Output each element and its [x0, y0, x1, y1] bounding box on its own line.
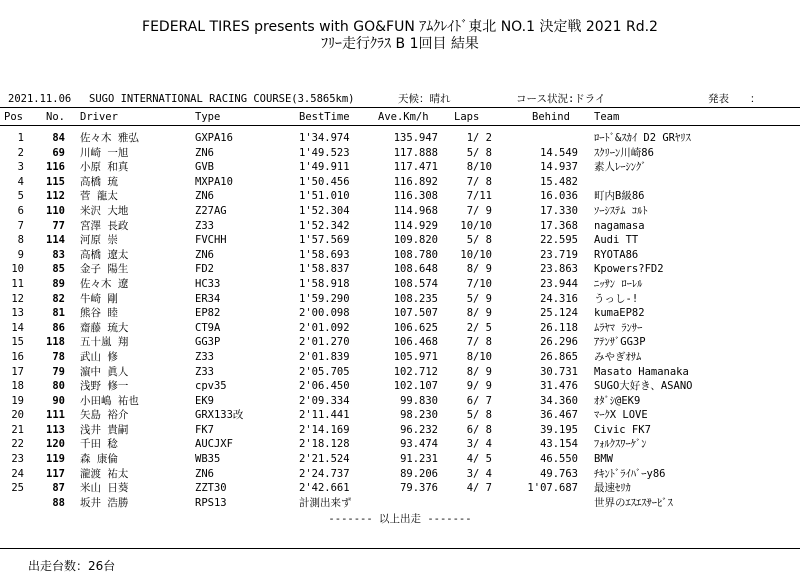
cell-laps: 8/ 9	[466, 307, 492, 320]
cell-driver: 浅野 修一	[80, 380, 129, 393]
cell-behind: 25.124	[540, 307, 578, 320]
cell-behind: 14.937	[540, 161, 578, 174]
col-header-behind: Behind	[532, 111, 570, 123]
cell-pos: 22	[11, 438, 24, 451]
cell-pos: 25	[11, 482, 24, 495]
table-row	[0, 306, 800, 321]
cell-pos: 4	[17, 175, 24, 188]
cell-no: 80	[52, 380, 65, 393]
cell-no: 115	[46, 175, 65, 188]
cell-behind: 26.865	[540, 350, 578, 363]
table-row	[0, 160, 800, 175]
entry-count: 出走台数：26台	[28, 559, 116, 573]
table-row	[0, 233, 800, 248]
col-header-laps: Laps	[454, 111, 480, 123]
cell-behind: 17.330	[540, 204, 578, 217]
cell-behind: 23.863	[540, 263, 578, 276]
cell-team: 最速ｾﾘｶ	[594, 482, 631, 495]
cell-besttime: 1'34.974	[299, 132, 350, 144]
cell-pos: 12	[11, 292, 24, 305]
cell-type: AUCJXF	[195, 438, 233, 451]
cell-pos: 9	[17, 248, 24, 261]
cell-behind: 24.316	[540, 292, 578, 305]
cell-type: GXPA16	[195, 132, 233, 144]
cell-team: ｽｸﾘｰﾝ川崎86	[594, 146, 654, 159]
cell-driver: 牛崎 剛	[80, 292, 118, 305]
table-row	[0, 146, 800, 161]
cell-laps: 4/ 5	[466, 453, 492, 466]
cell-pos: 5	[17, 190, 24, 203]
cell-pos: 16	[11, 350, 24, 363]
announce-label: 発表 ：	[708, 93, 761, 105]
col-header-besttime: BestTime	[299, 111, 350, 123]
cell-no: 69	[52, 146, 65, 159]
cell-besttime: 2'14.169	[299, 423, 350, 436]
table-row	[0, 262, 800, 277]
cell-avg: 114.968	[393, 204, 438, 217]
table-row	[0, 379, 800, 394]
cell-team: ﾛｰﾄﾞ&ｽｶｲ D2 GRﾔﾘｽ	[594, 132, 691, 144]
cell-besttime: 1'50.456	[299, 175, 350, 188]
cell-pos: 2	[17, 146, 24, 159]
cell-pos: 10	[11, 263, 24, 276]
cell-laps: 3/ 4	[466, 438, 492, 451]
cell-type: ZN6	[195, 190, 214, 203]
table-row	[0, 408, 800, 423]
cell-type: Z33	[195, 350, 214, 363]
cell-type: MXPA10	[195, 175, 233, 188]
cell-besttime: 1'52.342	[299, 219, 350, 232]
cell-besttime: 1'59.290	[299, 292, 350, 305]
cell-no: 79	[52, 365, 65, 378]
cell-laps: 9/ 9	[466, 380, 492, 393]
cell-avg: 107.507	[393, 307, 438, 320]
cell-laps: 5/ 8	[466, 146, 492, 159]
cell-pos: 8	[17, 234, 24, 247]
cell-team: 世界のｴｽｴｽｻｰﾋﾞｽ	[594, 496, 673, 509]
cell-behind: 14.549	[540, 146, 578, 159]
cell-besttime: 2'18.128	[299, 438, 350, 451]
cell-behind: 17.368	[540, 219, 578, 232]
cell-avg: 96.232	[400, 423, 438, 436]
cell-driver: 金子 陽生	[80, 263, 129, 276]
cell-type: GVB	[195, 161, 214, 174]
cell-behind: 31.476	[540, 380, 578, 393]
cell-pos: 6	[17, 204, 24, 217]
cell-besttime: 1'51.010	[299, 190, 350, 203]
cell-behind: 26.118	[540, 321, 578, 334]
cell-driver: 佐々木 遼	[80, 277, 129, 290]
cell-driver: 高橋 遼太	[80, 248, 129, 261]
table-row	[0, 394, 800, 409]
cell-behind: 39.195	[540, 423, 578, 436]
cell-avg: 108.574	[393, 277, 438, 290]
cell-type: Z27AG	[195, 204, 227, 217]
col-header-avg: Ave.Km/h	[378, 111, 429, 123]
cell-driver: 熊谷 睦	[80, 307, 118, 320]
cell-team: ﾑﾗﾔﾏ ﾗﾝｻｰ	[594, 321, 643, 334]
cell-behind: 34.360	[540, 394, 578, 407]
cell-pos: 18	[11, 380, 24, 393]
cell-pos: 20	[11, 409, 24, 422]
header-top-rule	[0, 107, 800, 108]
cell-no: 111	[46, 409, 65, 422]
cell-team: kumaEP82	[594, 307, 645, 320]
cell-laps: 5/ 9	[466, 292, 492, 305]
cell-laps: 5/ 8	[466, 409, 492, 422]
cell-type: ZN6	[195, 467, 214, 480]
col-header-pos: Pos	[4, 111, 23, 123]
cell-type: FVCHH	[195, 234, 227, 247]
cell-team: ｵﾀﾞｼ@EK9	[594, 394, 641, 407]
cell-no: 77	[52, 219, 65, 232]
cell-besttime: 1'58.693	[299, 248, 350, 261]
cell-laps: 7/11	[466, 190, 492, 203]
cell-team: ｿｰｼｽﾃﾑ ｺﾙﾄ	[594, 204, 648, 217]
cell-driver: 宮澤 長政	[80, 219, 129, 232]
cell-behind: 30.731	[540, 365, 578, 378]
cell-laps: 7/ 8	[466, 175, 492, 188]
cell-type: ER34	[195, 292, 221, 305]
cell-behind: 36.467	[540, 409, 578, 422]
table-row	[0, 277, 800, 292]
cell-no: 85	[52, 263, 65, 276]
cell-no: 78	[52, 350, 65, 363]
cell-laps: 7/ 8	[466, 336, 492, 349]
cell-driver: 菅 龍太	[80, 190, 118, 203]
col-header-no: No.	[46, 111, 65, 123]
table-row	[0, 219, 800, 234]
table-row	[0, 321, 800, 336]
cell-driver: 佐々木 雅弘	[80, 132, 139, 144]
table-row	[0, 248, 800, 263]
cell-no: 81	[52, 307, 65, 320]
cell-driver: 濵中 眞人	[80, 365, 129, 378]
cell-driver: 矢島 裕介	[80, 409, 129, 422]
table-row	[0, 292, 800, 307]
cell-no: 84	[52, 132, 65, 144]
table-row	[0, 204, 800, 219]
cell-type: EP82	[195, 307, 221, 320]
cell-type: WB35	[195, 453, 221, 466]
cell-behind: 49.763	[540, 467, 578, 480]
cell-team: 町内B級86	[594, 190, 645, 203]
cell-pos: 1	[17, 132, 24, 144]
event-date: 2021.11.06	[8, 93, 72, 105]
table-row	[0, 496, 800, 511]
cell-besttime: 1'49.523	[299, 146, 350, 159]
cell-pos: 11	[11, 277, 24, 290]
cell-type: cpv35	[195, 380, 227, 393]
cell-driver: 高橋 琉	[80, 175, 118, 188]
cell-driver: 米山 日葵	[80, 482, 129, 495]
cell-behind: 46.550	[540, 453, 578, 466]
cell-avg: 102.712	[393, 365, 438, 378]
table-row	[0, 481, 800, 496]
cell-type: FK7	[195, 423, 214, 436]
cell-avg: 108.648	[393, 263, 438, 276]
cell-besttime: 1'49.911	[299, 161, 350, 174]
cell-avg: 114.929	[393, 219, 438, 232]
cell-type: GG3P	[195, 336, 221, 349]
cell-laps: 8/ 9	[466, 365, 492, 378]
cell-behind: 23.719	[540, 248, 578, 261]
cell-laps: 8/ 9	[466, 263, 492, 276]
cell-avg: 108.235	[393, 292, 438, 305]
cell-besttime: 1'52.304	[299, 204, 350, 217]
cell-team: Civic FK7	[594, 423, 651, 436]
cell-laps: 8/10	[466, 161, 492, 174]
cell-type: GRX133改	[195, 409, 244, 422]
end-of-results-note: ------- 以上出走 -------	[328, 513, 472, 525]
table-row	[0, 437, 800, 452]
cell-no: 114	[46, 234, 65, 247]
cell-besttime: 1'58.918	[299, 277, 350, 290]
cell-avg: 135.947	[393, 132, 438, 144]
cell-no: 118	[46, 336, 65, 349]
cell-driver: 武山 修	[80, 350, 118, 363]
cell-team: ﾆｯｻﾝ ﾛｰﾚﾙ	[594, 277, 643, 290]
cell-type: RPS13	[195, 496, 227, 509]
cell-driver: 河原 崇	[80, 234, 118, 247]
cell-behind: 1'07.687	[527, 482, 578, 495]
cell-team: ｱﾃﾝｻﾞGG3P	[594, 336, 646, 349]
cell-avg: 108.780	[393, 248, 438, 261]
cell-avg: 106.468	[393, 336, 438, 349]
cell-type: Z33	[195, 365, 214, 378]
cell-laps: 8/10	[466, 350, 492, 363]
cell-team: うっし-!	[594, 292, 639, 305]
cell-team: ﾏｰｸX LOVE	[594, 409, 648, 422]
cell-pos: 15	[11, 336, 24, 349]
cell-no: 120	[46, 438, 65, 451]
cell-laps: 6/ 8	[466, 423, 492, 436]
cell-behind: 23.944	[540, 277, 578, 290]
cell-type: Z33	[195, 219, 214, 232]
cell-avg: 89.206	[400, 467, 438, 480]
cell-avg: 106.625	[393, 321, 438, 334]
cell-pos: 13	[11, 307, 24, 320]
cell-pos: 19	[11, 394, 24, 407]
cell-driver: 森 康倫	[80, 453, 118, 466]
cell-type: FD2	[195, 263, 214, 276]
cell-avg: 79.376	[400, 482, 438, 495]
cell-avg: 116.892	[393, 175, 438, 188]
cell-driver: 米沢 大地	[80, 204, 129, 217]
cell-avg: 117.471	[393, 161, 438, 174]
cell-besttime: 2'05.705	[299, 365, 350, 378]
cell-no: 117	[46, 467, 65, 480]
cell-team: RYOTA86	[594, 248, 639, 261]
cell-team: Masato Hamanaka	[594, 365, 689, 378]
cell-team: SUGO大好き、ASANO	[594, 380, 693, 393]
cell-pos: 23	[11, 453, 24, 466]
cell-driver: 川崎 一旭	[80, 146, 129, 159]
cell-type: HC33	[195, 277, 221, 290]
cell-behind: 15.482	[540, 175, 578, 188]
results-table	[0, 131, 800, 510]
cell-avg: 99.830	[400, 394, 438, 407]
cell-besttime: 2'21.524	[299, 453, 350, 466]
cell-laps: 7/10	[466, 277, 492, 290]
cell-driver: 浅井 貴嗣	[80, 423, 129, 436]
cell-type: ZZT30	[195, 482, 227, 495]
cell-avg: 98.230	[400, 409, 438, 422]
page-subtitle: ﾌﾘｰ走行ｸﾗｽ B 1回目 結果	[321, 36, 479, 52]
cell-team: 素人ﾚｰｼﾝｸﾞ	[594, 161, 647, 174]
cell-no: 87	[52, 482, 65, 495]
cell-type: ZN6	[195, 146, 214, 159]
cell-besttime: 2'09.334	[299, 394, 350, 407]
cell-besttime: 2'06.450	[299, 380, 350, 393]
cell-avg: 93.474	[400, 438, 438, 451]
cell-no: 112	[46, 190, 65, 203]
cell-team: BMW	[594, 453, 613, 466]
table-row	[0, 365, 800, 380]
cell-driver: 千田 稔	[80, 438, 118, 451]
cell-driver: 齋藤 琉大	[80, 321, 129, 334]
table-row	[0, 175, 800, 190]
cell-avg: 116.308	[393, 190, 438, 203]
cell-driver: 坂井 浩勝	[80, 496, 129, 509]
cell-laps: 6/ 7	[466, 394, 492, 407]
cell-laps: 3/ 4	[466, 467, 492, 480]
cell-team: nagamasa	[594, 219, 645, 232]
header-bottom-rule	[0, 125, 800, 126]
cell-type: CT9A	[195, 321, 221, 334]
cell-driver: 小田嶋 祐也	[80, 394, 139, 407]
cell-laps: 5/ 8	[466, 234, 492, 247]
table-row	[0, 423, 800, 438]
footer-rule	[0, 548, 800, 549]
cell-driver: 瀧渡 祐太	[80, 467, 129, 480]
cell-team: ﾌｫﾙｸｽﾜｰｹﾞﾝ	[594, 438, 647, 451]
cell-avg: 117.888	[393, 146, 438, 159]
cell-driver: 五十嵐 翔	[80, 336, 129, 349]
cell-behind: 16.036	[540, 190, 578, 203]
cell-team: Kpowers?FD2	[594, 263, 664, 276]
cell-no: 86	[52, 321, 65, 334]
table-row	[0, 335, 800, 350]
cell-besttime: 2'42.661	[299, 482, 350, 495]
cell-pos: 3	[17, 161, 24, 174]
cell-laps: 10/10	[460, 219, 492, 232]
cell-avg: 102.107	[393, 380, 438, 393]
cell-behind: 43.154	[540, 438, 578, 451]
cell-besttime: 2'11.441	[299, 409, 350, 422]
cell-laps: 1/ 2	[466, 132, 492, 144]
cell-besttime: 2'00.098	[299, 307, 350, 320]
table-row	[0, 467, 800, 482]
cell-laps: 2/ 5	[466, 321, 492, 334]
cell-pos: 17	[11, 365, 24, 378]
table-row	[0, 189, 800, 204]
cell-besttime: 2'01.092	[299, 321, 350, 334]
cell-avg: 105.971	[393, 350, 438, 363]
cell-besttime: 1'57.569	[299, 234, 350, 247]
cell-laps: 10/10	[460, 248, 492, 261]
cell-no: 110	[46, 204, 65, 217]
page-title: FEDERAL TIRES presents with GO&FUN ｱﾑｸﾚｲﾄﾞ東北 NO.1 決定戦 2021 Rd.2	[142, 19, 658, 35]
weather: 天候：晴れ	[398, 93, 451, 105]
cell-no: 89	[52, 277, 65, 290]
cell-pos: 21	[11, 423, 24, 436]
cell-no: 83	[52, 248, 65, 261]
cell-besttime: 2'24.737	[299, 467, 350, 480]
cell-laps: 4/ 7	[466, 482, 492, 495]
cell-no: 113	[46, 423, 65, 436]
cell-besttime: 計測出来ず	[299, 496, 352, 509]
course-status: コース状況:ドライ	[516, 93, 606, 105]
col-header-driver: Driver	[80, 111, 118, 123]
col-header-team: Team	[594, 111, 620, 123]
cell-driver: 小原 和真	[80, 161, 129, 174]
cell-type: ZN6	[195, 248, 214, 261]
cell-avg: 91.231	[400, 453, 438, 466]
cell-besttime: 1'58.837	[299, 263, 350, 276]
cell-behind: 22.595	[540, 234, 578, 247]
cell-team: Audi TT	[594, 234, 639, 247]
table-row	[0, 131, 800, 146]
cell-no: 90	[52, 394, 65, 407]
cell-avg: 109.820	[393, 234, 438, 247]
cell-no: 82	[52, 292, 65, 305]
cell-no: 88	[52, 496, 65, 509]
cell-besttime: 2'01.270	[299, 336, 350, 349]
cell-pos: 24	[11, 467, 24, 480]
cell-pos: 7	[17, 219, 24, 232]
cell-besttime: 2'01.839	[299, 350, 350, 363]
cell-no: 119	[46, 453, 65, 466]
cell-pos: 14	[11, 321, 24, 334]
table-row	[0, 452, 800, 467]
col-header-type: Type	[195, 111, 221, 123]
course-name: SUGO INTERNATIONAL RACING COURSE(3.5865km)	[89, 93, 355, 105]
cell-team: みやぎｵｻﾑ	[594, 350, 642, 363]
cell-no: 116	[46, 161, 65, 174]
cell-laps: 7/ 9	[466, 204, 492, 217]
table-row	[0, 350, 800, 365]
cell-team: ﾁｷﾝﾄﾞﾗｲﾊﾞｰy86	[594, 467, 666, 480]
cell-type: EK9	[195, 394, 214, 407]
cell-behind: 26.296	[540, 336, 578, 349]
